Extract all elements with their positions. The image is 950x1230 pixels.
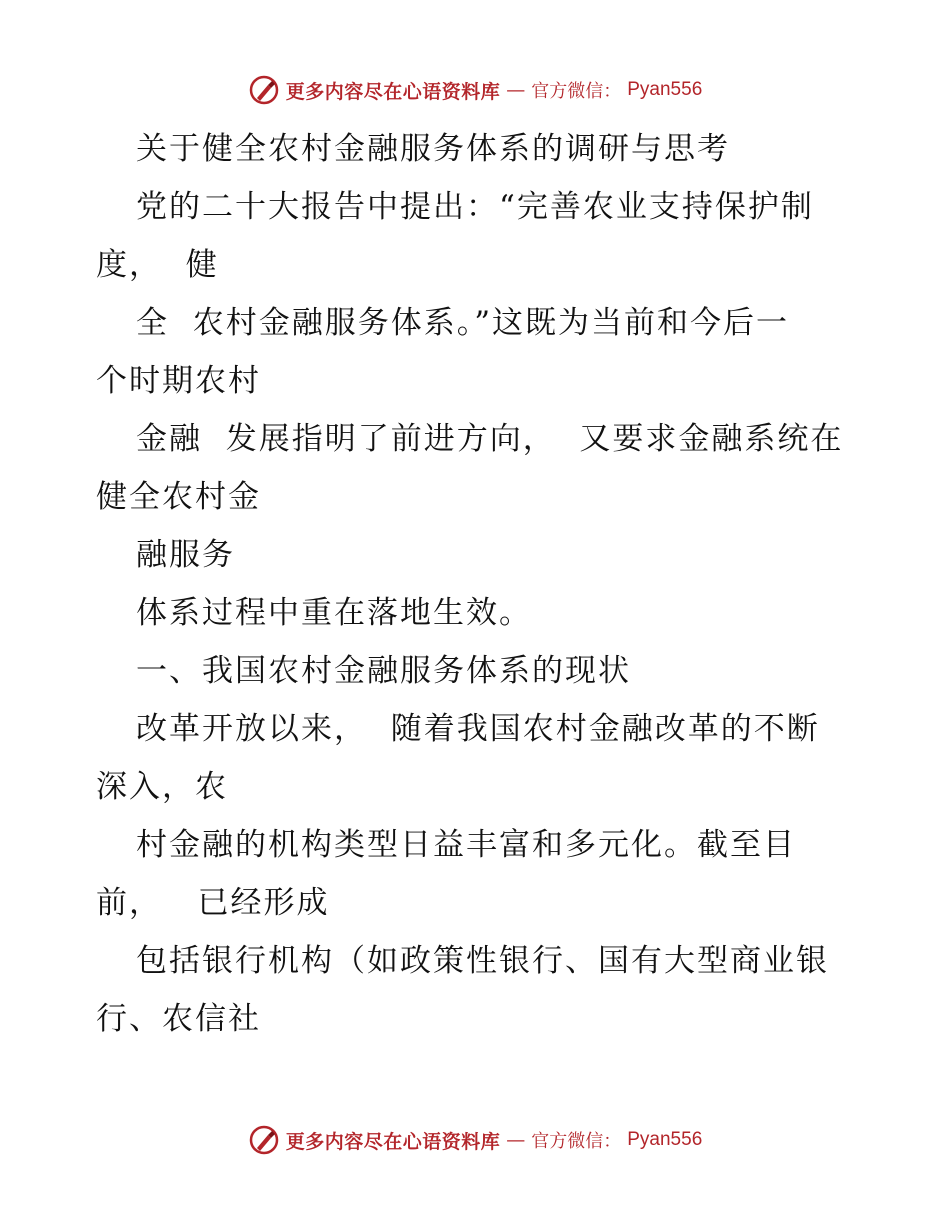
watermark-dash: — [506,1129,526,1151]
text-line: 金融 发展指明了前进方向， 又要求金融系统在 [136,421,844,457]
text-line: 体系过程中重在落地生效。 [136,595,532,631]
footer-watermark [0,1120,950,1160]
text-line: 健全农村金 [96,479,261,515]
header-watermark [0,70,950,110]
watermark-main-text: 更多内容尽在心语资料库 [285,1130,501,1153]
watermark-label: 官方微信： [531,81,622,102]
text-line: 融服务 [136,537,235,573]
watermark-dash: — [506,79,526,101]
text-line: 度， 健 [96,247,219,283]
watermark-wechat-id: Pyan556 [627,1129,703,1150]
text-line: 个时期农村 [96,363,261,399]
text-line: 全 农村金融服务体系。”这既为当前和今后一 [136,305,790,341]
text-line: 村金融的机构类型日益丰富和多元化。截至目 [136,827,796,863]
section-heading: 一、我国农村金融服务体系的现状 [136,653,631,689]
text-line: 包括银行机构（如政策性银行、国有大型商业银 [136,943,829,979]
text-line: 改革开放以来， 随着我国农村金融改革的不断 [136,711,820,747]
text-line: 前， 已经形成 [96,885,330,921]
document-title: 关于健全农村金融服务体系的调研与思考 [136,131,730,167]
watermark-main-text: 更多内容尽在心语资料库 [285,80,501,103]
watermark-wechat-id: Pyan556 [627,79,703,100]
document-body [96,120,866,1048]
text-line: 深入，农 [96,769,228,805]
text-line: 行、农信社 [96,1001,261,1037]
pen-logo-icon [248,1124,280,1156]
watermark-label: 官方微信： [531,1131,622,1152]
text-line: 党的二十大报告中提出：“完善农业支持保护制 [136,189,814,225]
pen-logo-icon [248,74,280,106]
